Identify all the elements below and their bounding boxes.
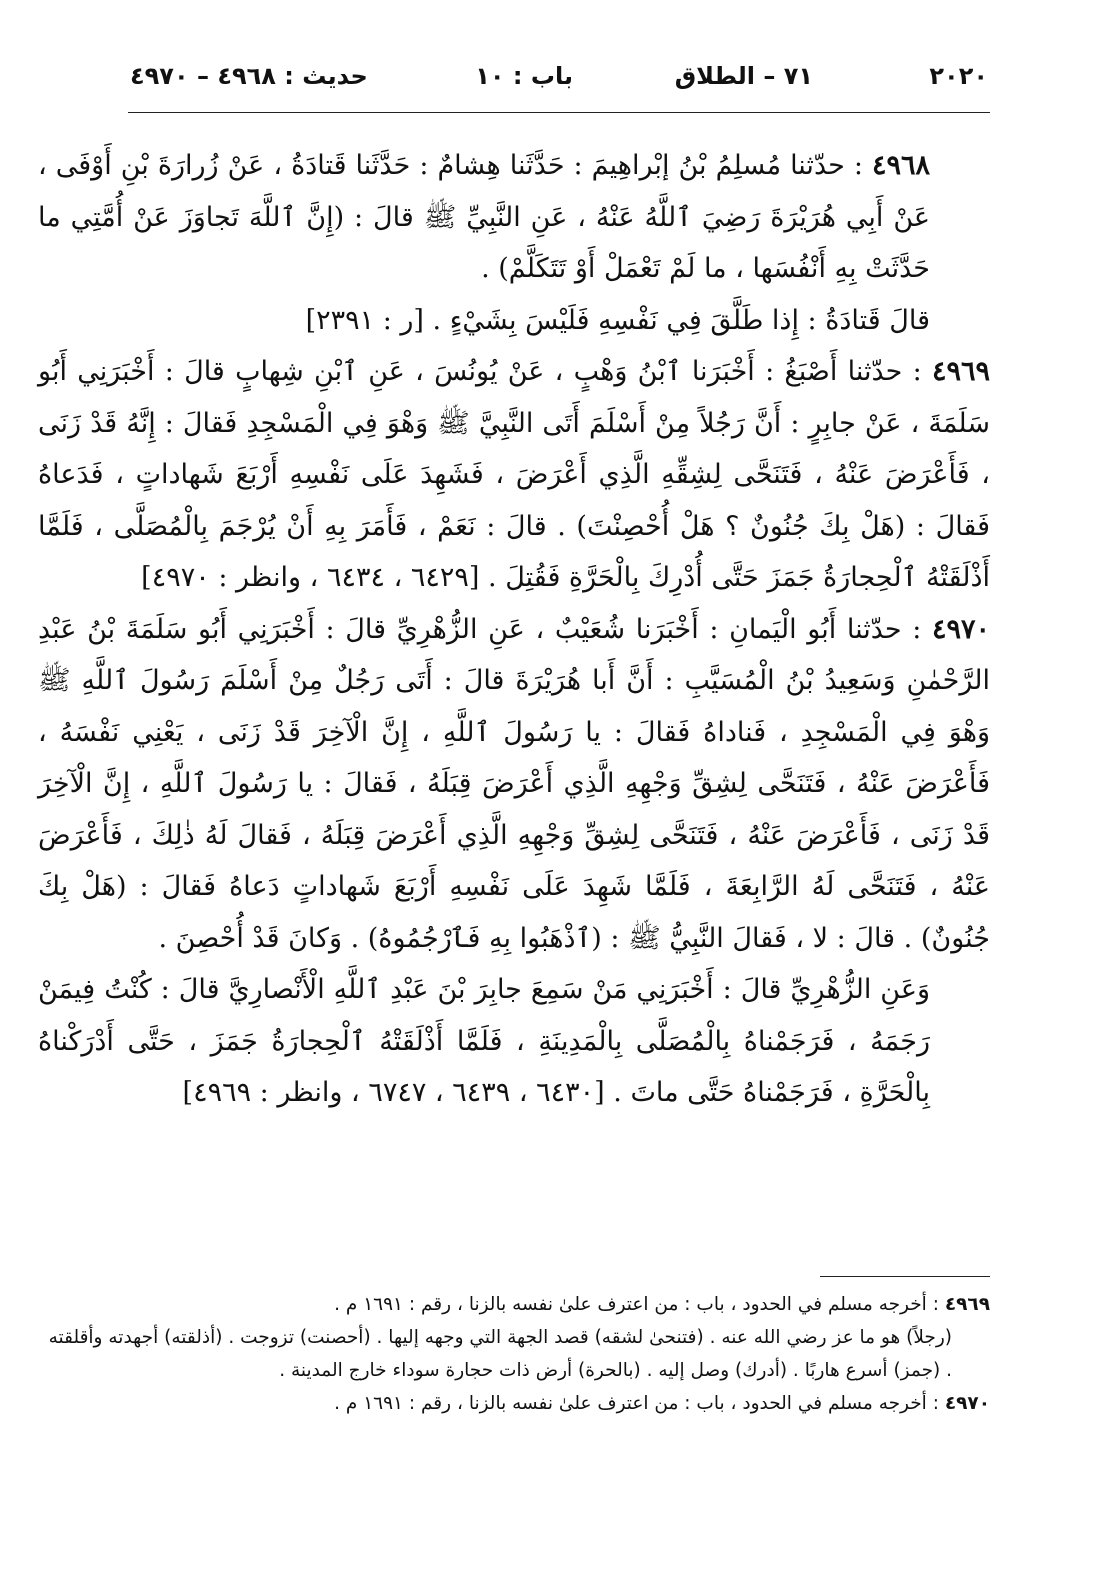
hadith-text: : حدّثنا مُسلِمُ بْنُ إبْراهِيمَ : حَدَّثَنا هِشامٌ : حَدَّثَنا قَتادَةُ ، عَنْ زُرارَةَ بْنِ أَوْفَى ، عَنْ أَبِي هُرَيْرَةَ رَضِيَ ٱللَّهُ عَنْهُ ، عَنِ النَّبِيِّ ﷺ قالَ : (إِنَّ ٱللَّهَ تَجاوَزَ عَنْ أُمَّتِي ما حَدَّثَتْ بِهِ أَنْفُسَها ، ما لَمْ تَعْمَلْ أَوْ تَتَكَلَّمْ) . <box>38 150 930 284</box>
hadith-text: : حدّثنا أَبُو الْيَمانِ : أَخْبَرَنا شُعَيْبٌ ، عَنِ الزُّهْرِيِّ قالَ : أَخْبَرَنِي أَبُو سَلَمَةَ بْنُ عَبْدِ الرَّحْمٰنِ وَسَعِيدُ بْنُ الْمُسَيَّبِ : أَنَّ أَبا هُرَيْرَةَ قالَ : أَتَى رَجُلٌ مِنْ أَسْلَمَ رَسُولَ ٱللَّهِ ﷺ وَهْوَ فِي الْمَسْجِدِ ، فَناداهُ فَقالَ : يا رَسُولَ ٱللَّهِ ، إِنَّ الْآخِرَ قَدْ زَنَى ، يَعْنِي نَفْسَهُ ، فَأَعْرَضَ عَنْهُ ، فَتَنَحَّى لِشِقِّ وَجْهِهِ الَّذِي أَعْرَضَ قِبَلَهُ ، فَقالَ : يا رَسُولَ ٱللَّهِ ، إِنَّ الْآخِرَ قَدْ زَنَى ، فَأَعْرَضَ عَنْهُ ، فَتَنَحَّى لِشِقِّ وَجْهِهِ الَّذِي أَعْرَضَ قِبَلَهُ ، فَقالَ لَهُ ذٰلِكَ ، فَأَعْرَضَ عَنْهُ ، فَتَنَحَّى لَهُ الرَّابِعَةَ ، فَلَمَّا شَهِدَ عَلَى نَفْسِهِ أَرْبَعَ شَهاداتٍ دَعاهُ فَقالَ : (هَلْ بِكَ جُنُونٌ) . قالَ : لا ، فَقالَ النَّبِيُّ ﷺ : (ٱذْهَبُوا بِهِ فَٱرْجُمُوهُ) . وَكانَ قَدْ أُحْصِنَ . <box>38 613 990 954</box>
hadith-paragraph <box>38 604 990 965</box>
page-number: ٢٠٢٠ <box>929 62 988 90</box>
hadith-text: : حدّثنا أَصْبَغُ : أَخْبَرَنا ٱبْنُ وَهْبٍ ، عَنْ يُونُسَ ، عَنِ ٱبْنِ شِهابٍ قالَ : أَخْبَرَنِي أَبُو سَلَمَةَ ، عَنْ جابِرٍ : أَنَّ رَجُلاً مِنْ أَسْلَمَ أَتَى النَّبِيَّ ﷺ وَهْوَ فِي الْمَسْجِدِ فَقالَ : إِنَّهُ قَدْ زَنَى ، فَأَعْرَضَ عَنْهُ ، فَتَنَحَّى لِشِقِّهِ الَّذِي أَعْرَضَ ، فَشَهِدَ عَلَى نَفْسِهِ أَرْبَعَ شَهاداتٍ ، فَدَعاهُ فَقالَ : (هَلْ بِكَ جُنُونٌ ؟ هَلْ أُحْصِنْتَ) . قالَ : نَعَمْ ، فَأَمَرَ بِهِ أَنْ يُرْجَمَ بِالْمُصَلَّى ، فَلَمَّا أَذْلَقَتْهُ ٱلْحِجارَةُ جَمَزَ حَتَّى أُدْرِكَ بِالْحَرَّةِ فَقُتِلَ . [٦٤٢٩ ، ٦٤٣٤ ، وانظر : ٤٩٧٠] <box>38 356 990 593</box>
footnote-text: : أخرجه مسلم في الحدود ، باب : من اعترف علىٰ نفسه بالزنا ، رقم : ١٦٩١ م . <box>334 1294 945 1315</box>
header-divider <box>128 112 990 113</box>
footnotes <box>40 1288 990 1420</box>
hadith-number: ٤٩٦٩ <box>931 356 990 387</box>
hadith-range: حديث : ٤٩٦٨ – ٤٩٧٠ <box>130 62 368 90</box>
footnote-number: ٤٩٦٩ <box>944 1294 990 1315</box>
running-header <box>130 58 988 102</box>
main-text <box>38 140 990 1119</box>
hadith-paragraph <box>38 140 990 295</box>
footnote <box>40 1288 990 1321</box>
hadith-note: قالَ قَتادَةُ : إِذا طَلَّقَ فِي نَفْسِهِ فَلَيْسَ بِشَيْءٍ . [ر : ٢٣٩١] <box>305 304 930 336</box>
hadith-number: ٤٩٧٠ <box>931 613 990 645</box>
hadith-number: ٤٩٦٨ <box>871 150 930 181</box>
footnote-explanation: (رجلاً) هو ما عز رضي الله عنه . (فتنحىٰ لشقه) قصد الجهة التي وجهه إليها . (أحصنت) تزوجت . (أذلقته) أجهدته وأقلقته . (جمز) أسرع هاربًا . (أدرك) وصل إليه . (بالحرة) أرض ذات حجارة سوداء خارج المدينة . <box>48 1327 952 1381</box>
footnote-text: : أخرجه مسلم في الحدود ، باب : من اعترف علىٰ نفسه بالزنا ، رقم : ١٦٩١ م . <box>334 1393 945 1414</box>
footnote <box>40 1387 990 1420</box>
hadith-note: وَعَنِ الزُّهْرِيِّ قالَ : أَخْبَرَنِي مَنْ سَمِعَ جابِرَ بْنَ عَبْدِ ٱللَّهِ الْأَنْصارِيَّ قالَ : كُنْتُ فِيمَنْ رَجَمَهُ ، فَرَجَمْناهُ بِالْمُصَلَّى بِالْمَدِينَةِ ، فَلَمَّا أَذْلَقَتْهُ ٱلْحِجارَةُ جَمَزَ ، حَتَّى أَدْرَكْناهُ بِالْحَرَّةِ ، فَرَجَمْناهُ حَتَّى ماتَ . [٦٤٣٠ ، ٦٤٣٩ ، ٦٧٤٧ ، وانظر : ٤٩٦٩] <box>38 974 930 1108</box>
book-title: ٧١ – الطلاق <box>674 62 813 90</box>
footnote-divider <box>820 1276 990 1277</box>
hadith-paragraph <box>38 346 990 604</box>
chapter-label: باب : ١٠ <box>475 62 573 90</box>
footnote-number: ٤٩٧٠ <box>944 1393 990 1414</box>
